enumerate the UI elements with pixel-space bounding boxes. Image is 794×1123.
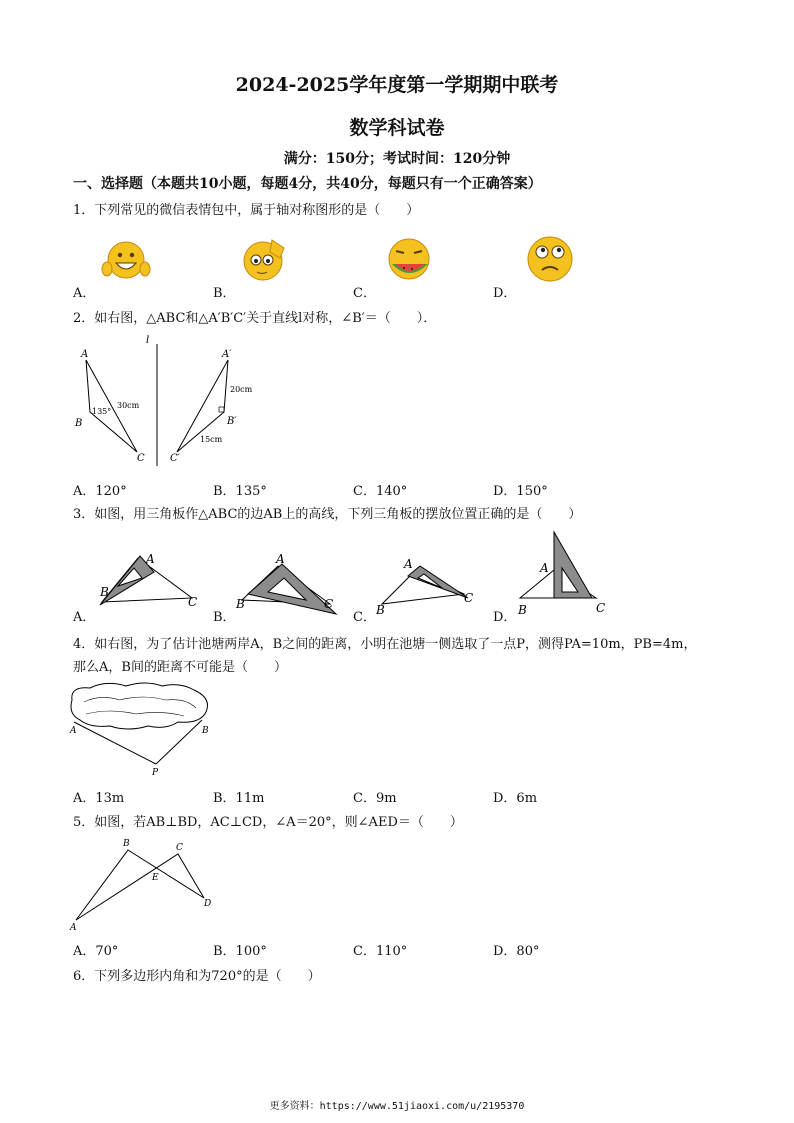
q3-figure-b	[235, 552, 336, 614]
svg-text:B: B	[518, 603, 527, 617]
q3-figure-d	[517, 532, 605, 617]
q1-option-c: C．	[353, 286, 376, 301]
q2-symmetry-figure	[70, 330, 270, 470]
svg-text:A: A	[276, 552, 285, 566]
label-b: B	[123, 839, 130, 849]
svg-text:C: C	[324, 597, 334, 611]
svg-text:B: B	[236, 597, 245, 611]
q2-option-c: C．140°	[353, 484, 408, 499]
label-b-prime: B′	[227, 416, 237, 427]
label-a: A	[70, 726, 77, 736]
svg-text:C: C	[596, 601, 606, 615]
q3-figure-a	[99, 552, 197, 609]
q1-option-d: D．	[493, 286, 517, 301]
label-d: D	[204, 899, 212, 909]
q5-option-b: B．100°	[213, 944, 267, 959]
question-2-stem: 2．如右图，△ABC和△A′B′C′关于直线l对称，∠B′＝（ ）．	[73, 311, 437, 326]
question-4-stem-line1: 4．如右图，为了估计池塘两岸A，B之间的距离，小明在池塘一侧选取了一点P，测得PA=10m，PB=4m，	[73, 637, 697, 652]
q3-figure-c	[375, 557, 473, 617]
q3-option-d: D．	[493, 610, 517, 625]
label-c: C	[176, 843, 183, 853]
q4-pond-figure	[66, 678, 216, 778]
q4-option-b: B．11m	[213, 791, 265, 806]
label-length-30: 30cm	[117, 401, 140, 410]
question-5-stem: 5．如图，若AB⊥BD，AC⊥CD，∠A＝20°，则∠AED＝（ ）	[73, 815, 463, 830]
label-a: A	[70, 923, 77, 933]
label-p: P	[152, 768, 159, 778]
q5-option-d: D．80°	[493, 944, 540, 959]
q4-option-a: A．13m	[73, 791, 125, 806]
emoji-grin-icon	[101, 237, 151, 287]
q5-option-a: A．70°	[73, 944, 119, 959]
svg-text:C: C	[464, 591, 474, 605]
question-4-stem-line2: 那么A，B间的距离不可能是（ ）	[73, 660, 287, 675]
footer-link[interactable]: 更多资料：https://www.51jiaoxi.com/u/2195370	[269, 1101, 525, 1112]
label-c: C	[137, 453, 145, 464]
svg-text:A: A	[540, 561, 549, 575]
label-a: A	[81, 349, 89, 360]
exam-title: 2024-2025学年度第一学期期中联考	[235, 74, 559, 96]
question-1-stem: 1．下列常见的微信表情包中，属于轴对称图形的是（ ）	[73, 203, 420, 218]
label-e: E	[152, 873, 159, 883]
svg-text:B: B	[100, 585, 109, 599]
question-6-stem: 6．下列多边形内角和为720°的是（ ）	[73, 969, 321, 984]
emoji-salute-icon	[238, 236, 288, 288]
q3-option-c: C．	[353, 610, 376, 625]
question-3-stem: 3．如图，用三角板作△ABC的边AB上的高线，下列三角板的摆放位置正确的是（ ）	[73, 507, 582, 522]
section-heading: 一、选择题（本题共10小题，每题4分，共40分，每题只有一个正确答案）	[73, 176, 542, 192]
q5-geometry-figure	[66, 834, 226, 934]
label-b: B	[202, 726, 209, 736]
q1-option-b: B．	[213, 286, 236, 301]
q1-option-a: A．	[73, 286, 96, 301]
q2-option-d: D．150°	[493, 484, 548, 499]
label-b: B	[75, 418, 83, 429]
svg-text:B: B	[376, 603, 385, 617]
label-length-15: 15cm	[200, 435, 223, 444]
q3-option-a: A．	[73, 610, 96, 625]
q5-option-c: C．110°	[353, 944, 408, 959]
svg-text:C: C	[188, 595, 198, 609]
q2-option-a: A．120°	[73, 484, 127, 499]
label-a-prime: A′	[222, 349, 232, 360]
emoji-watermelon-icon	[382, 234, 438, 290]
label-angle-135: 135°	[92, 407, 112, 416]
exam-subtitle: 数学科试卷	[349, 117, 445, 139]
label-c-prime: C′	[170, 453, 180, 464]
exam-info: 满分：150分；考试时间：120分钟	[283, 151, 511, 167]
q3-option-b: B．	[213, 610, 236, 625]
label-length-20: 20cm	[230, 385, 253, 394]
q4-option-d: D．6m	[493, 791, 538, 806]
q2-option-b: B．135°	[213, 484, 267, 499]
q4-option-c: C．9m	[353, 791, 397, 806]
emoji-confused-icon	[522, 233, 578, 289]
svg-text:A: A	[404, 557, 413, 571]
q3-setsquare-figures	[92, 528, 622, 618]
label-line-l: l	[146, 335, 150, 346]
svg-text:A: A	[146, 552, 155, 566]
